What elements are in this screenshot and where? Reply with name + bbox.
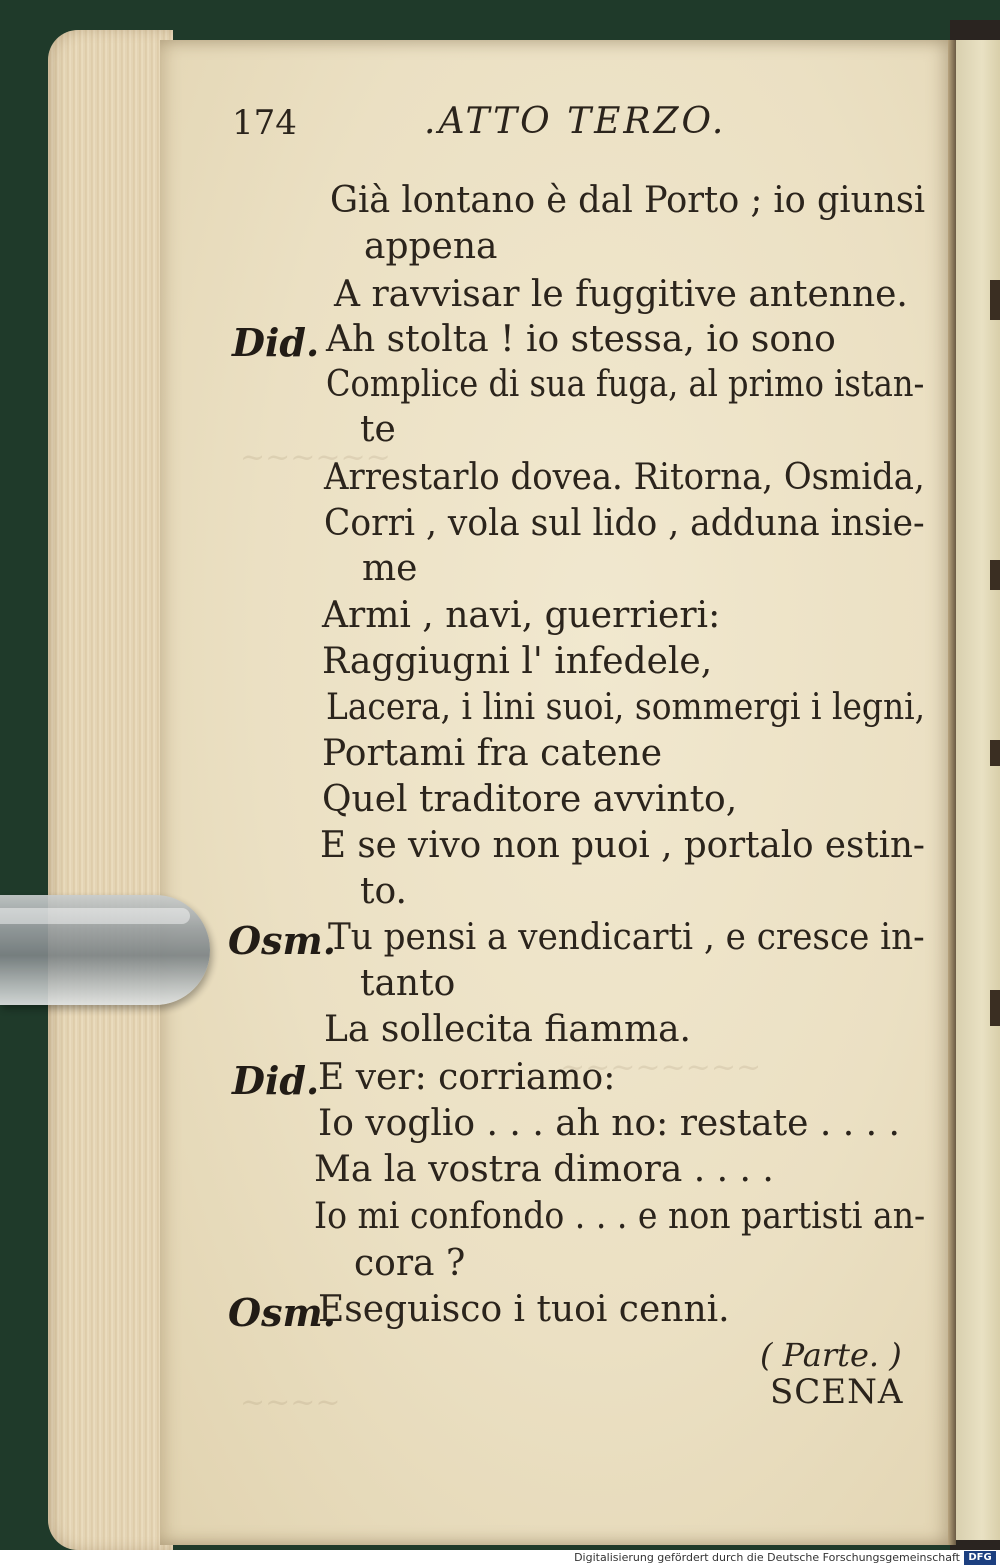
verse-line: E se vivo non puoi , portalo estin- xyxy=(320,825,925,866)
footer-credit: Digitalisierung gefördert durch die Deutsche Forschungsgemeinschaft xyxy=(574,1551,960,1564)
verse-line: Eseguisco i tuoi cenni. xyxy=(318,1289,730,1330)
dfg-logo: DFG xyxy=(964,1551,996,1565)
verse-line: to. xyxy=(360,871,407,912)
verse-line: Ah stolta ! io stessa, io sono xyxy=(326,319,836,360)
show-through: ~~~~~~~~ xyxy=(560,1050,762,1085)
verse-line: Armi , navi, guerrieri: xyxy=(322,595,721,636)
speaker-label: Did. xyxy=(232,320,320,365)
catchword: SCENA xyxy=(770,1372,904,1412)
verse-line: Lacera, i lini suoi, sommergi i legni, xyxy=(326,687,926,728)
page-holder-highlight xyxy=(0,908,190,924)
show-through: ~~~~~~ xyxy=(240,440,391,475)
verse-line: cora ? xyxy=(354,1243,466,1284)
verse-line: tanto xyxy=(360,963,456,1004)
facing-page-mark xyxy=(990,990,1000,1026)
running-title: .ATTO TERZO. xyxy=(424,101,727,142)
verse-line: te xyxy=(360,409,396,450)
speaker-label: Osm. xyxy=(228,918,336,963)
verse-line: appena xyxy=(364,226,498,267)
verse-line: Raggiugni l' infedele, xyxy=(322,641,713,682)
book-fore-edge xyxy=(48,30,173,1550)
verse-line: Io mi confondo . . . e non partisti an- xyxy=(314,1196,926,1237)
verse-line: La sollecita fiamma. xyxy=(324,1009,691,1050)
facing-page-mark xyxy=(990,560,1000,590)
show-through: ~~~~ xyxy=(240,1385,341,1420)
verse-line: Arrestarlo dovea. Ritorna, Osmida, xyxy=(324,457,925,498)
verse-line: Quel traditore avvinto, xyxy=(322,779,738,820)
verse-line: Già lontano è dal Porto ; io giunsi xyxy=(330,180,926,221)
verse-line: Io voglio . . . ah no: restate . . . . xyxy=(318,1103,900,1144)
facing-page-mark xyxy=(990,740,1000,766)
facing-page-edge xyxy=(955,40,1000,1540)
verse-line: A ravvisar le fuggitive antenne. xyxy=(334,274,908,315)
verse-line: E ver: corriamo: xyxy=(318,1057,616,1098)
verse-line: Complice di sua fuga, al primo istan- xyxy=(326,364,925,405)
verse-line: Tu pensi a vendicarti , e cresce in- xyxy=(328,917,925,958)
verse-line: Ma la vostra dimora . . . . xyxy=(314,1149,774,1190)
verse-line: me xyxy=(362,548,418,589)
stage-direction: ( Parte. ) xyxy=(760,1336,902,1374)
speaker-label: Did. xyxy=(232,1058,320,1103)
facing-page-mark xyxy=(990,280,1000,320)
speaker-label: Osm. xyxy=(228,1290,336,1335)
book-gutter xyxy=(948,40,956,1545)
verse-line: Corri , vola sul lido , adduna insie- xyxy=(324,503,925,544)
verse-line: Portami fra catene xyxy=(322,733,662,774)
page-number: 174 xyxy=(232,103,297,143)
